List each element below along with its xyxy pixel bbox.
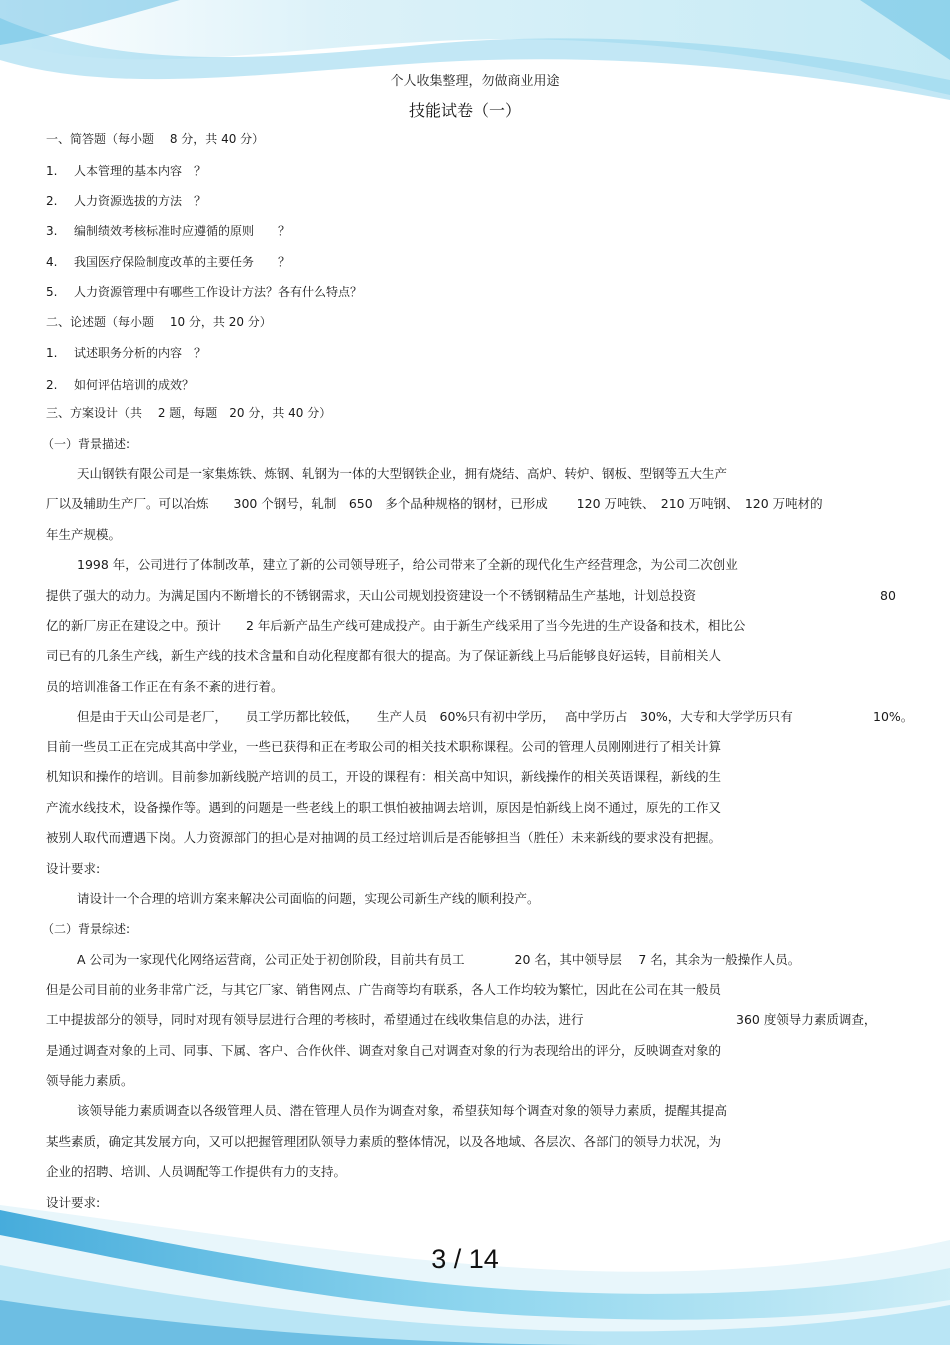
page-header-notice: 个人收集整理，勿做商业用途 xyxy=(390,74,560,89)
question-number: 1. xyxy=(46,346,58,360)
case2-paragraph-line: 但是公司目前的业务非常广泛，与其它厂家、销售网点、广告商等均有联系，各人工作均较为繁忙，因此在公司在其一般员 xyxy=(46,982,722,997)
case1-paragraph-line: 员的培训准备工作正在有条不紊的进行着。 xyxy=(46,679,284,694)
section2-heading: 二、论述题（每小题 10 分，共 20 分） xyxy=(46,315,272,329)
case1-paragraph-line: 目前一些员工正在完成其高中学业，一些已获得和正在考取公司的相关技术职称课程。公司的管理人员刚刚进行了相关计算 xyxy=(46,739,722,754)
case1-paragraph-line: 天山钢铁有限公司是一家集炼铁、炼钢、轧钢为一体的大型钢铁企业，拥有烧结、高炉、转炉、钢板、型钢等五大生产 xyxy=(77,466,728,481)
case1-heading: （一）背景描述: xyxy=(42,437,131,451)
case2-paragraph-line: 是通过调查对象的上司、同事、下属、客户、合作伙伴、调查对象自己对调查对象的行为表现给出的评分，反映调查对象的 xyxy=(46,1043,722,1058)
case2-paragraph-line: 360 度领导力素质调查， xyxy=(736,1012,877,1027)
question-number: 2. xyxy=(46,194,58,208)
question-number: 5. xyxy=(46,285,58,299)
question-number: 1. xyxy=(46,164,58,178)
section1-heading: 一、简答题（每小题 8 分，共 40 分） xyxy=(46,132,265,146)
question-text: 试述职务分析的内容 ？ xyxy=(74,346,207,360)
document-title: 技能试卷（一） xyxy=(408,101,521,120)
question-item xyxy=(46,345,206,361)
case1-paragraph-line: 但是由于天山公司是老厂， 员工学历都比较低， 生产人员 60%只有初中学历， 高中学历占 30%，大专和大学学历只有 xyxy=(77,709,793,724)
case2-paragraph-line: 领导能力素质。 xyxy=(46,1073,134,1088)
question-item xyxy=(46,254,290,270)
case2-heading: （二）背景综述: xyxy=(42,922,131,936)
case1-requirement-text: 请设计一个合理的培训方案来解决公司面临的问题，实现公司新生产线的顺利投产。 xyxy=(77,891,540,906)
question-item xyxy=(46,284,362,300)
question-text: 如何评估培训的成效？ xyxy=(74,378,195,392)
question-number: 4. xyxy=(46,255,58,269)
question-number: 2. xyxy=(46,378,58,392)
question-item xyxy=(46,163,206,179)
question-text: 编制绩效考核标准时应遵循的原则 ？ xyxy=(74,224,291,238)
case1-requirement-heading: 设计要求: xyxy=(46,861,101,876)
case1-paragraph-line: 司已有的几条生产线，新生产线的技术含量和自动化程度都有很大的提高。为了保证新线上马后能够良好运转，目前相关人 xyxy=(46,648,722,663)
case1-paragraph-line: 产流水线技术，设备操作等。遇到的问题是一些老线上的职工惧怕被抽调去培训，原因是怕新线上岗不通过，原先的工作又 xyxy=(46,800,722,815)
question-item xyxy=(46,223,290,239)
question-item xyxy=(46,193,206,209)
case1-paragraph-line: 被别人取代而遭遇下岗。人力资源部门的担心是对抽调的员工经过培训后是否能够担当（胜任）未来新线的要求没有把握。 xyxy=(46,830,722,845)
case1-paragraph-line: 1998 年，公司进行了体制改革，建立了新的公司领导班子，给公司带来了全新的现代化生产经营理念，为公司二次创业 xyxy=(77,557,738,572)
case1-paragraph-line: 提供了强大的动力。为满足国内不断增长的不锈钢需求，天山公司规划投资建设一个不锈钢精品生产基地，计划总投资 xyxy=(46,588,697,603)
question-number: 3. xyxy=(46,224,58,238)
question-text: 人力资源选拔的方法 ？ xyxy=(74,194,207,208)
question-text: 人力资源管理中有哪些工作设计方法？各有什么特点？ xyxy=(74,285,363,299)
page-number: 3 / 14 xyxy=(431,1244,499,1274)
case1-paragraph-line: 10%。 xyxy=(873,709,914,724)
case1-paragraph-line: 80 xyxy=(880,588,896,603)
case1-paragraph-line: 年生产规模。 xyxy=(46,527,122,542)
question-item xyxy=(46,377,194,393)
case2-paragraph-line: 该领导能力素质调查以各级管理人员、潜在管理人员作为调查对象，希望获知每个调查对象的领导力素质，提醒其提高 xyxy=(77,1103,728,1118)
case2-paragraph-line: 某些素质，确定其发展方向，又可以把握管理团队领导力素质的整体情况，以及各地域、各层次、各部门的领导力状况，为 xyxy=(46,1134,722,1149)
case1-paragraph-line: 厂以及辅助生产厂。可以冶炼 300 个钢号，轧制 650 多个品种规格的钢材，已形成 120 万吨铁、 210 万吨钢、 120 万吨材的 xyxy=(46,496,823,511)
case1-paragraph-line: 亿的新厂房正在建设之中。预计 2 年后新产品生产线可建成投产。由于新生产线采用了当今先进的生产设备和技术，相比公 xyxy=(46,618,746,633)
question-text: 人本管理的基本内容 ？ xyxy=(74,164,207,178)
section3-heading: 三、方案设计（共 2 题，每题 20 分，共 40 分） xyxy=(46,406,332,420)
case2-paragraph-line: A 公司为一家现代化网络运营商，公司正处于初创阶段，目前共有员工 20 名，其中领导层 7 名，其余为一般操作人员。 xyxy=(77,952,801,967)
question-text: 我国医疗保险制度改革的主要任务 ？ xyxy=(74,255,291,269)
case2-paragraph-line: 企业的招聘、培训、人员调配等工作提供有力的支持。 xyxy=(46,1164,347,1179)
case1-paragraph-line: 机知识和操作的培训。目前参加新线脱产培训的员工，开设的课程有：相关高中知识，新线操作的相关英语课程，新线的生 xyxy=(46,769,722,784)
case2-requirement-heading: 设计要求: xyxy=(46,1195,101,1210)
case2-paragraph-line: 工中提拔部分的领导，同时对现有领导层进行合理的考核时，希望通过在线收集信息的办法，进行 xyxy=(46,1012,584,1027)
